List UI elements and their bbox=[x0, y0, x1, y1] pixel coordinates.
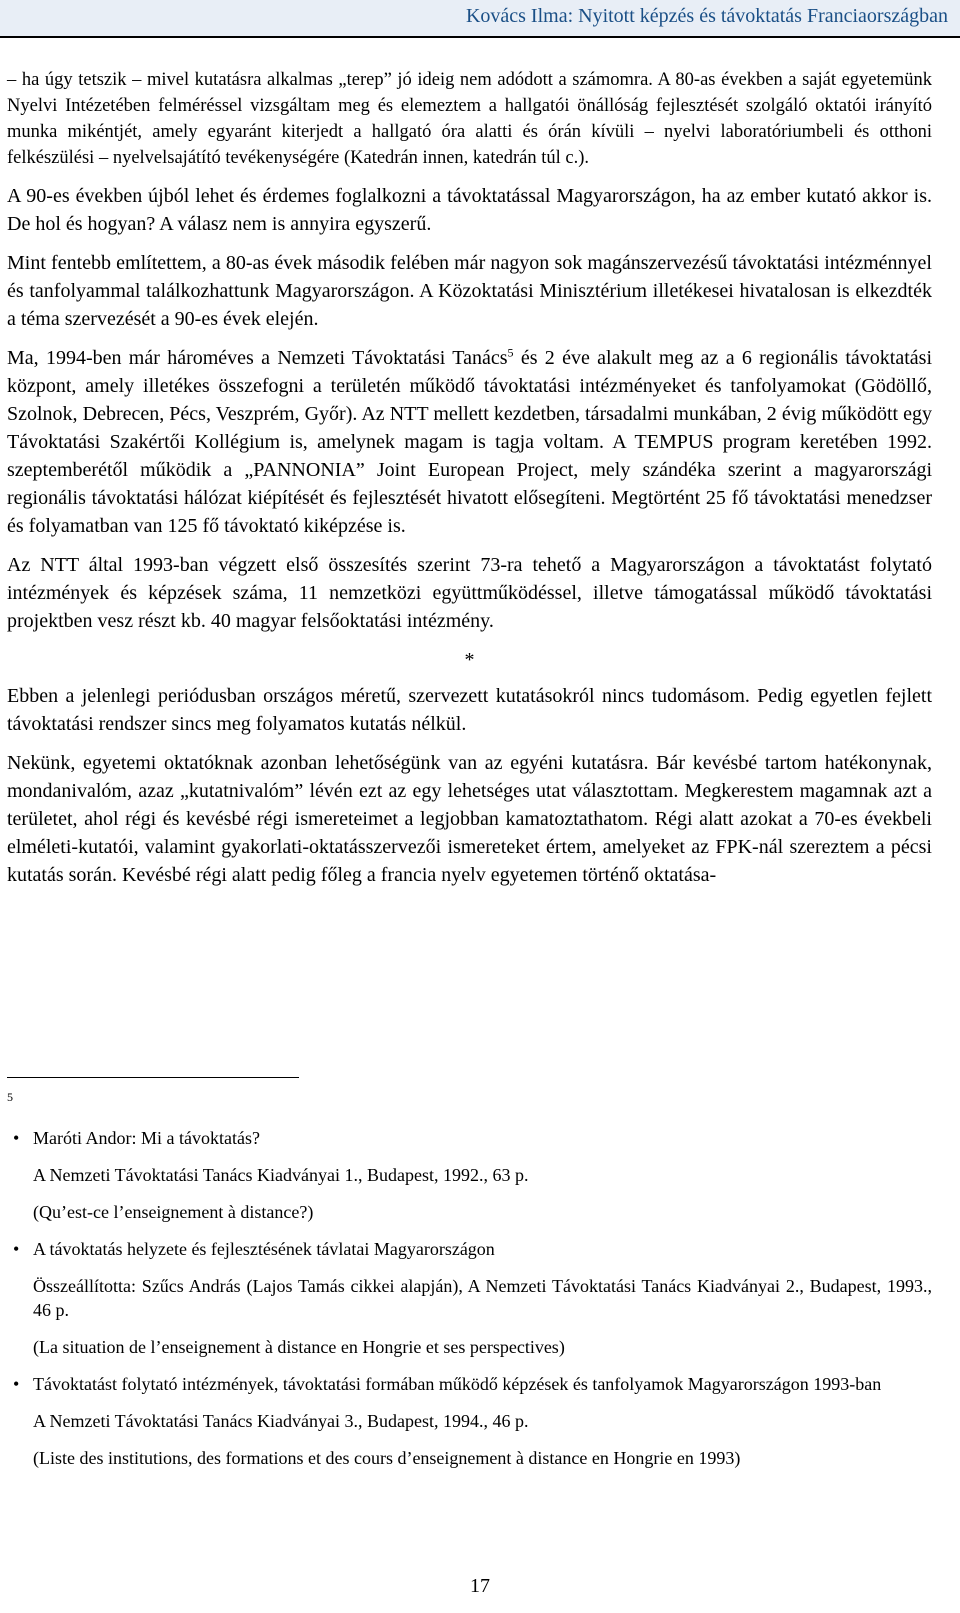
footnote-separator bbox=[7, 1077, 299, 1078]
footnote-item-translation: (La situation de l’enseignement à distance en Hongrie et ses perspectives) bbox=[33, 1337, 565, 1357]
footnote-item-text: Távoktatást folytató intézmények, távoktatási formában működő képzések és tanfolyamok Magyarországon 1993-ban bbox=[33, 1374, 882, 1394]
paragraph-5: Az NTT által 1993-ban végzett első összesítés szerint 73-ra tehető a Magyarországon a távoktatást folytató intézmények és képzések száma, 11 nemzetközi együttműködéssel, illetve támogatással működő távoktatási projektben vesz részt kb. 40 magyar felsőoktatási intézmény. bbox=[7, 554, 932, 632]
footnote-item-text: A távoktatás helyzete és fejlesztésének távlatai Magyarországon bbox=[33, 1239, 495, 1259]
page-number: 17 bbox=[470, 1575, 490, 1597]
paragraph-6: Ebben a jelenlegi periódusban országos méretű, szervezett kutatásokról nincs tudomásom. Pedig egyetlen fejlett távoktatási rendszer sincs meg folyamatos kutatás nélkül. bbox=[7, 685, 932, 735]
bullet-icon: • bbox=[13, 1374, 20, 1394]
footnote-item-title bbox=[7, 1237, 932, 1261]
footnote-item-translation: (Liste des institutions, des formations et des cours d’enseignement à distance en Hongrie en 1993) bbox=[33, 1448, 741, 1468]
bullet-icon: • bbox=[13, 1128, 20, 1148]
bullet-icon: • bbox=[13, 1239, 20, 1259]
footnote-item-detail: Összeállította: Szűcs András (Lajos Tamás cikkei alapján), A Nemzeti Távoktatási Tanács Kiadványai 2., Budapest, 1993., 46 p. bbox=[33, 1276, 932, 1320]
footnote-item-translation: (Qu’est-ce l’enseignement à distance?) bbox=[33, 1202, 314, 1222]
footnote-item-detail: A Nemzeti Távoktatási Tanács Kiadványai 3., Budapest, 1994., 46 p. bbox=[33, 1411, 529, 1431]
header-title: Kovács Ilma: Nyitott képzés és távoktatás Franciaországban bbox=[465, 5, 948, 27]
paragraph-4 bbox=[7, 344, 932, 540]
paragraph-7: Nekünk, egyetemi oktatóknak azonban lehetőségünk van az egyéni kutatásra. Bár kevésbé tartom hatékonynak, mondanivalóm, azaz „kutatnivalóm” lévén ezt az egy lehetséges utat választottam. Megkerestem magamnak azt a területet, ahol régi és kevésbé régi ismereteimet a legjobban kamatoztathatom. Régi alatt azokat a 70-es évekbeli elméleti-kutatói, valamint gyakorlati-oktatásszervezői ismereteket értem, amelyeket az FPK-nál szereztem a pécsi kutatás során. Kevésbé régi alatt pedig főleg a francia nyelv egyetemen történő oktatása- bbox=[7, 752, 932, 886]
paragraph-4-rest: és 2 éve alakult meg az a 6 regionális távoktatási központ, amely illetékes összefogni a területén működő távoktatási intézményeket és tanfolyamokat (Gödöllő, Szolnok, Debrecen, Pécs, Veszprém, Győr). Az NTT mellett kezdetben, társadalmi munkában, 2 évig működött egy Távoktatási Szakértői Kollégium is, amelynek magam is tagja voltam. A TEMPUS program keretében 1992. szeptemberétől működik a „PANNONIA” Joint European Project, mely szándéka szerint a magyarországi regionális távoktatási hálózat kiépítését és fejlesztését hivatott elősegíteni. Megtörtént 25 fő távoktatási menedzser és folyamatban van 125 fő távoktató kiképzése is. bbox=[7, 347, 932, 537]
paragraph-3: Mint fentebb említettem, a 80-as évek második felében már nagyon sok magánszervezésű távoktatási intézménnyel és tanfolyammal találkozhattunk Magyarországon. A Közoktatási Minisztérium illetékesei hivatalosan is elkezdték a téma szervezését a 90-es évek elején. bbox=[7, 252, 932, 330]
footnote-number: 5 bbox=[7, 1090, 13, 1104]
section-divider-asterisk: * bbox=[464, 649, 475, 671]
footnote-item-title bbox=[7, 1372, 932, 1396]
paragraph-4-start: Ma, 1994-ben már hároméves a Nemzeti Távoktatási Tanács bbox=[7, 347, 508, 369]
paragraph-1: – ha úgy tetszik – mivel kutatásra alkalmas „terep” jó ideig nem adódott a számomra. A 80-as években a saját egyetemünk Nyelvi Intézetében felméréssel vizsgáltam meg és elemeztem a hallgatói önállóság fejlesztését szolgáló oktatói irányító munka mikéntjét, amely egyaránt kiterjedt a hallgató óra alatti és órán kívüli – nyelvi laboratóriumbeli és otthoni felkészülési – nyelvelsajátító tevékenységére (Katedrán innen, katedrán túl c.). bbox=[7, 70, 932, 168]
footnote-reference: 5 bbox=[507, 345, 514, 360]
main-text bbox=[7, 67, 932, 900]
footnote-list bbox=[7, 1126, 932, 1483]
footnote-item-text: Maróti Andor: Mi a távoktatás? bbox=[33, 1128, 260, 1148]
paragraph-2: A 90-es években újból lehet és érdemes foglalkozni a távoktatással Magyarországon, ha az ember kutató akkor is. De hol és hogyan? A válasz nem is annyira egyszerű. bbox=[7, 185, 932, 235]
footnote-item-detail: A Nemzeti Távoktatási Tanács Kiadványai 1., Budapest, 1992., 63 p. bbox=[33, 1165, 529, 1185]
running-header bbox=[0, 0, 960, 38]
footnote-item-title bbox=[7, 1126, 932, 1150]
